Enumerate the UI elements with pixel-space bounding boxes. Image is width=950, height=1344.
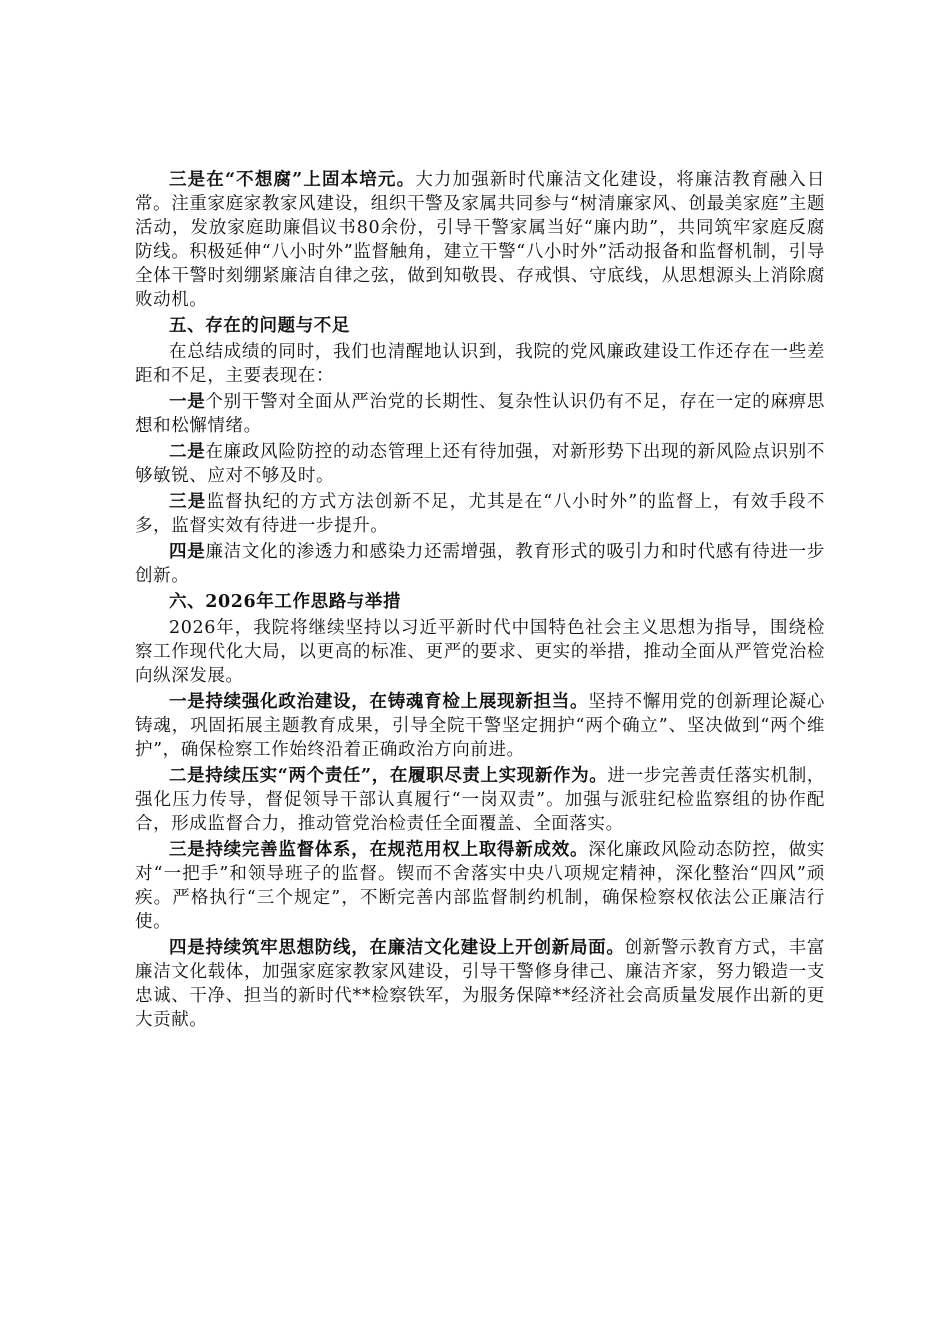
- paragraph-lead: 二是: [169, 442, 206, 462]
- paragraph-lead: 一是: [169, 392, 206, 412]
- paragraph-lead: 四是: [169, 542, 206, 562]
- paragraph-plan-2: [135, 764, 825, 836]
- section-heading-problems: 五、存在的问题与不足: [169, 316, 350, 336]
- paragraph-lead: 三是: [169, 492, 207, 512]
- paragraph-problem-2: [135, 440, 825, 488]
- paragraph-text: 坚持不懈用党的创新理论凝心铸魂，巩固拓展主题教育成果，引导全院干警坚定拥护“两个确立”、坚决做到“两个维护”，确保检察工作始终沿着正确政治方向前进。: [135, 692, 825, 760]
- paragraph-bu-xiang-fu: [135, 168, 825, 312]
- paragraph-text: 进一步完善责任落实机制，强化压力传导，督促领导干部认真履行“一岗双责”。加强与派驻纪检监察组的协作配合，形成监督合力，推动管党治检责任全面覆盖、全面落实。: [135, 766, 825, 834]
- paragraph-text: 深化廉政风险动态防控，做实对“一把手”和领导班子的监督。锲而不舍落实中央八项规定精神，深化整治“四风”顽疾。严格执行“三个规定”，不断完善内部监督制约机制，确保检察权依法公正廉洁行使。: [135, 840, 825, 932]
- paragraph-problem-4: [135, 540, 825, 588]
- paragraph-text: 廉洁文化的渗透力和感染力还需增强，教育形式的吸引力和时代感有待进一步创新。: [135, 542, 825, 586]
- paragraph-text: 个别干警对全面从严治党的长期性、复杂性认识仍有不足，存在一定的麻痹思想和松懈情绪。: [135, 392, 825, 436]
- paragraph-lead: 一是持续强化政治建设，在铸魂育检上展现新担当。: [169, 692, 589, 712]
- paragraph-plan-4: [135, 936, 825, 1032]
- paragraph-problems-intro: [135, 340, 825, 388]
- paragraph-lead: 二是持续压实“两个责任”，在履职尽责上实现新作为。: [169, 766, 608, 786]
- paragraph-text: 2026年，我院将继续坚持以习近平新时代中国特色社会主义思想为指导，围绕检察工作现代化大局，以更高的标准、更严的要求、更实的举措，推动全面从严管党治检向纵深发展。: [135, 618, 825, 686]
- paragraph-lead: 三是在“不想腐”上固本培元。: [169, 170, 416, 190]
- paragraph-text: 在总结成绩的同时，我们也清醒地认识到，我院的党风廉政建设工作还存在一些差距和不足，主要表现在：: [135, 342, 825, 386]
- paragraph-plan-1: [135, 690, 825, 762]
- paragraph-problem-3: [135, 490, 825, 538]
- paragraph-lead: 三是持续完善监督体系，在规范用权上取得新成效。: [169, 840, 589, 860]
- paragraph-plans-intro: [135, 616, 825, 688]
- paragraph-text: 在廉政风险防控的动态管理上还有待加强，对新形势下出现的新风险点识别不够敏锐、应对不够及时。: [135, 442, 825, 486]
- paragraph-text: 监督执纪的方式方法创新不足，尤其是在“八小时外”的监督上，有效手段不多，监督实效有待进一步提升。: [135, 492, 825, 536]
- paragraph-text: 创新警示教育方式，丰富廉洁文化载体，加强家庭家教家风建设，引导干警修身律己、廉洁齐家，努力锻造一支忠诚、干净、担当的新时代**检察铁军，为服务保障**经济社会高质量发展作出新的更大贡献。: [135, 938, 825, 1030]
- paragraph-lead: 四是持续筑牢思想防线，在廉洁文化建设上开创新局面。: [169, 938, 625, 958]
- paragraph-text: 大力加强新时代廉洁文化建设，将廉洁教育融入日常。注重家庭家教家风建设，组织干警及家属共同参与“树清廉家风、创最美家庭”主题活动，发放家庭助廉倡议书80余份，引导干警家属当好“廉内助”，共同筑牢家庭反腐防线。积极延伸“八小时外”监督触角，建立干警“八小时外”活动报备和监督机制，引导全体干警时刻绷紧廉洁自律之弦，做到知敬畏、存戒惧、守底线，从思想源头上消除腐败动机。: [135, 170, 826, 310]
- document-body: [135, 168, 825, 1034]
- section-heading-plans: 六、2026年工作思路与举措: [169, 592, 402, 612]
- paragraph-plan-3: [135, 838, 825, 934]
- paragraph-problem-1: [135, 390, 825, 438]
